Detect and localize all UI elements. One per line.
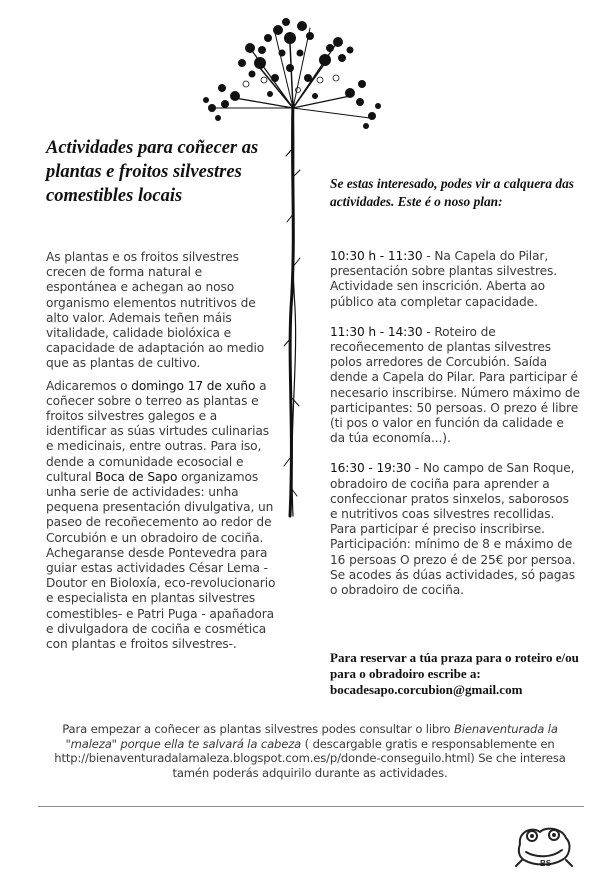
details-text: Adicaremos o [46,378,132,393]
schedule-description: - Roteiro de recoñecemento de plantas silvestres polos arredores de Corcubión. Saída dende a Capela do Pilar. Para participar é necesario inscribirse. Número máximo de participantes: 50 persoas. O prezo é libre (ti pos o valor en función da calidade e da túa economía...). [330,324,581,446]
schedule-item [330,325,580,447]
divider [38,806,584,807]
schedule-description: - No campo de San Roque, obradoiro de cociña para aprender a confeccionar pratos sinxelos, saborosos e nutritivos coas silvestres recollidas. Para participar é preciso inscribirse. Participación: mínimo de 8 e máximo de 16 persoas O prezo é de 25€ por persoa. Se acodes ás dúas actividades, só pagas o obradoiro de cociña. [330,461,576,598]
intro-paragraph: As plantas e os froitos silvestres crecen de forma natural e espontánea e achegan ao noso organismo elementos nutritivos de alto valor. Ademais teñen máis vitalidade, calidade biolóxica e capacidade de adaptación ao medio que as plantas de cultivo. [46,250,265,371]
schedule-item [330,461,580,598]
plan-intro: Se estas interesado, podes vir a calquera das actividades. Este é o noso plan: [330,176,574,209]
details-text: organizamos unha serie de actividades: unha pequena presentación divulgativa, un paseo de recoñecemento ao redor de Corcubión e un obradoiro de cociña. Achegaranse desde Pontevedra para guiar estas actividades César Lema -Doutor en Bioloxía, eco-revolucionario e especialista en plantas silvestres comestibles- e Patri Puga - apañadora e divulgadora de cociña e cosmética con plantas e froitos silvestres-. [46,469,276,652]
reservation-callout [330,650,585,698]
details-text: a coñecer sobre o terreo as plantas e froitos silvestres galegos e a identificar as súas virtudes culinarias e medicinais, entre outras. Para iso, dende a comunidade ecosocial e cultural [46,378,269,484]
schedule-time: 11:30 h - 14:30 [330,324,423,339]
frog-logo-icon [512,822,576,870]
reservation-text: Para reservar a túa praza para o roteiro e/ou para o obradoiro escribe a: [330,650,579,681]
book-title: Bienaventurada la "maleza" porque ella te salvará la cabeza [65,722,558,751]
footer-text: Para empezar a coñecer as plantas silvestres podes consultar o libro [62,722,454,736]
details-paragraph [46,379,276,653]
event-date: domingo 17 de xuño [131,378,256,393]
footer-note [40,722,580,780]
schedule-item [330,249,580,310]
schedule-time: 16:30 - 19:30 [330,461,412,476]
footer-text: ( descargable gratis e responsablemente en http://bienaventuradalamaleza.blogspot.com.es/p/donde-conseguilo.html) Se che interesa tamén poderás adquirilo durante as actividades. [54,736,566,780]
schedule-list [330,249,580,613]
reservation-email[interactable]: bocadesapo.corcubion@gmail.com [330,682,523,697]
intro-column [46,250,276,659]
organization-name: Boca de Sapo [95,469,178,484]
schedule-time: 10:30 h - 11:30 [330,249,423,263]
logo-text: BS [540,859,552,868]
page-title: Actividades para coñecer as plantas e froitos silvestres comestibles locais [46,138,259,206]
schedule-description: - Na Capela do Pilar, presentación sobre plantas silvestres. Actividade sen inscrición. Aberta ao público ata completar capacidade. [330,249,558,309]
